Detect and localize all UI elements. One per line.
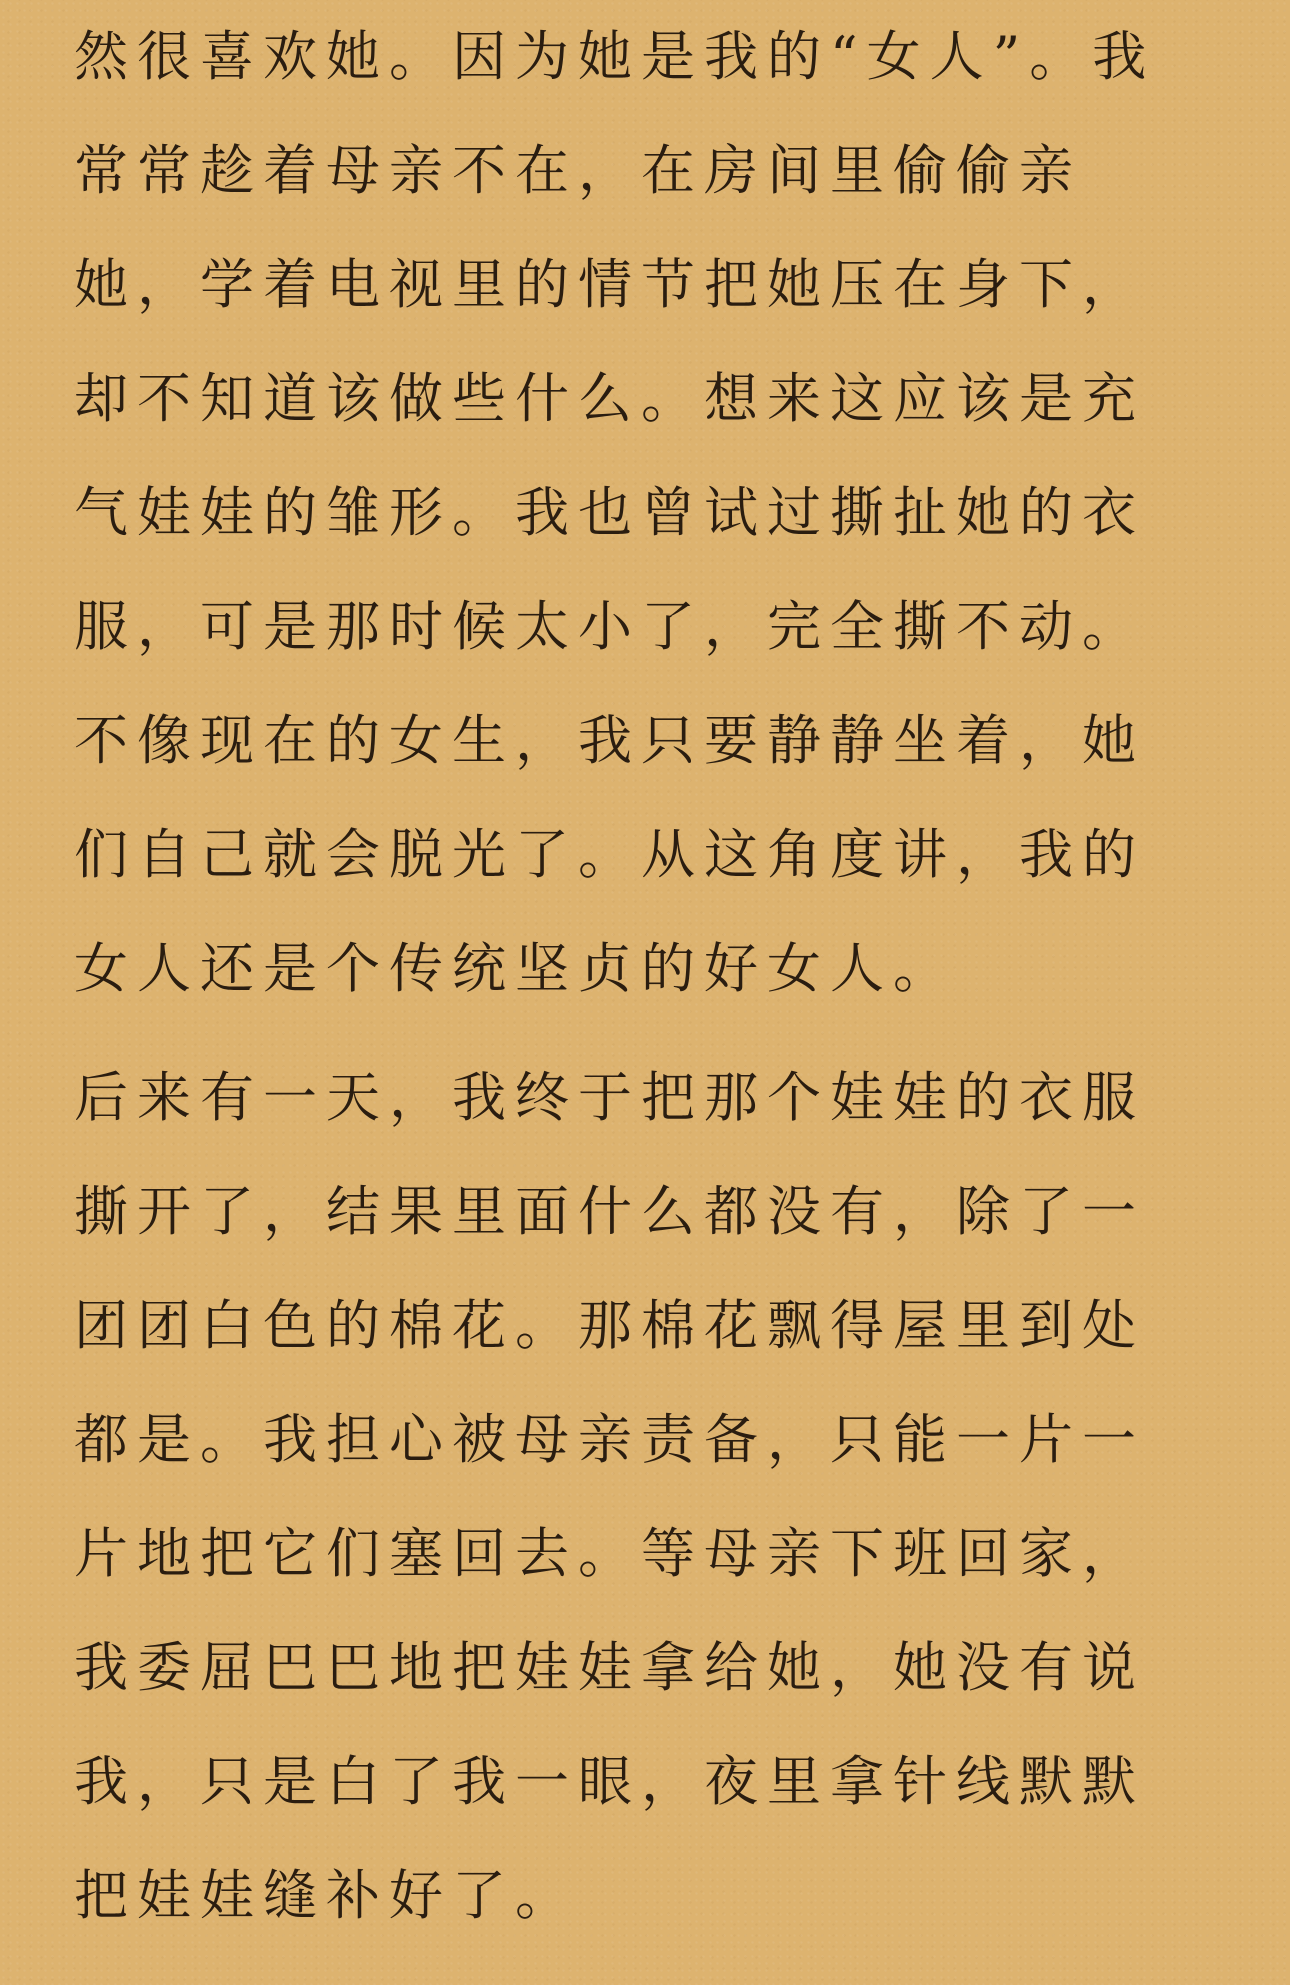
text-line: 却不知道该做些什么。想来这应该是充: [74, 367, 1145, 430]
text-line: 都是。我担心被母亲责备，只能一片一: [74, 1408, 1145, 1471]
text-line: 片地把它们塞回去。等母亲下班回家，: [74, 1522, 1145, 1585]
text-line: 团团白色的棉花。那棉花飘得屋里到处: [74, 1294, 1145, 1357]
text-line: 常常趁着母亲不在，在房间里偷偷亲: [74, 139, 1082, 202]
paragraph-1: [74, 0, 1200, 1026]
paragraph-2: [74, 1041, 1200, 1953]
text-line: 我委屈巴巴地把娃娃拿给她，她没有说: [74, 1636, 1145, 1699]
text-line: 我，只是白了我一眼，夜里拿针线默默: [74, 1750, 1145, 1813]
text-line: 们自己就会脱光了。从这角度讲，我的: [74, 823, 1145, 886]
text-line: 后来有一天，我终于把那个娃娃的衣服: [74, 1066, 1145, 1129]
text-line: 不像现在的女生，我只要静静坐着，她: [74, 709, 1145, 772]
text-line: 气娃娃的雏形。我也曾试过撕扯她的衣: [74, 481, 1145, 544]
text-line: 女人还是个传统坚贞的好女人。: [74, 937, 956, 1000]
text-line: 服，可是那时候太小了，完全撕不动。: [74, 595, 1145, 658]
text-line: 然很喜欢她。因为她是我的“女人”。我: [74, 25, 1156, 88]
text-line: 把娃娃缝补好了。: [74, 1864, 578, 1927]
text-line: 撕开了，结果里面什么都没有，除了一: [74, 1180, 1145, 1243]
text-line: 她，学着电视里的情节把她压在身下，: [74, 253, 1145, 316]
